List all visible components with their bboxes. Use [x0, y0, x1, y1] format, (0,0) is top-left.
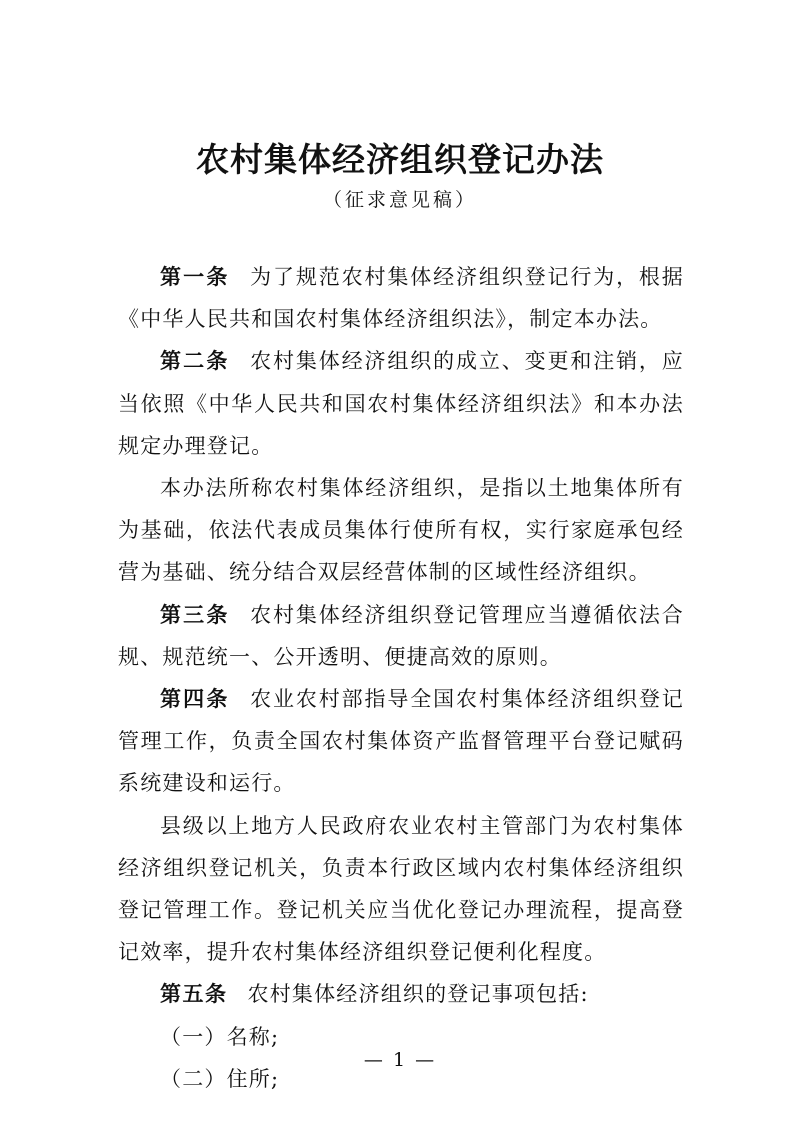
- article-number: 第五条: [160, 981, 228, 1007]
- article-4-paragraph-2: [118, 805, 684, 974]
- article-4: [118, 678, 684, 805]
- article-text: 农村集体经济组织的登记事项包括:: [247, 982, 589, 1007]
- article-number: 第四条: [160, 686, 230, 712]
- article-5: [118, 973, 684, 1015]
- article-3: [118, 594, 684, 678]
- article-text: 县级以上地方人民政府农业农村主管部门为农村集体经济组织登记机关，负责本行政区域内农村集体经济组织登记管理工作。登记机关应当优化登记办理流程，提高登记效率，提升农村集体经济组织登记便利化程度。: [118, 813, 684, 965]
- article-number: 第二条: [160, 348, 230, 374]
- article-2: [118, 340, 684, 467]
- page-number: — 1 —: [363, 1049, 437, 1071]
- article-2-paragraph-2: [118, 467, 684, 594]
- article-text: 为了规范农村集体经济组织登记行为，根据《中华人民共和国农村集体经济组织法》，制定本办法。: [118, 265, 684, 332]
- article-text: 农业农村部指导全国农村集体经济组织登记管理工作，负责全国农村集体资产监督管理平台登记赋码系统建设和运行。: [118, 687, 684, 796]
- article-text: 农村集体经济组织的成立、变更和注销，应当依照《中华人民共和国农村集体经济组织法》和本办法规定办理登记。: [118, 349, 684, 458]
- document-subtitle: （征求意见稿）: [322, 189, 477, 211]
- list-item: （一）名称;: [160, 1024, 280, 1049]
- document-title: 农村集体经济组织登记办法: [196, 140, 604, 179]
- article-number: 第一条: [160, 264, 230, 289]
- article-number: 第三条: [160, 601, 230, 627]
- article-text: 本办法所称农村集体经济组织，是指以土地集体所有为基础，依法代表成员集体行使所有权，实行家庭承包经营为基础、统分结合双层经营体制的区域性经济组织。: [118, 476, 684, 585]
- article-text: 农村集体经济组织登记管理应当遵循依法合规、规范统一、公开透明、便捷高效的原则。: [118, 602, 684, 669]
- article-1: [118, 256, 684, 340]
- list-item: （二）住所;: [160, 1066, 280, 1091]
- document-body: [118, 256, 684, 1100]
